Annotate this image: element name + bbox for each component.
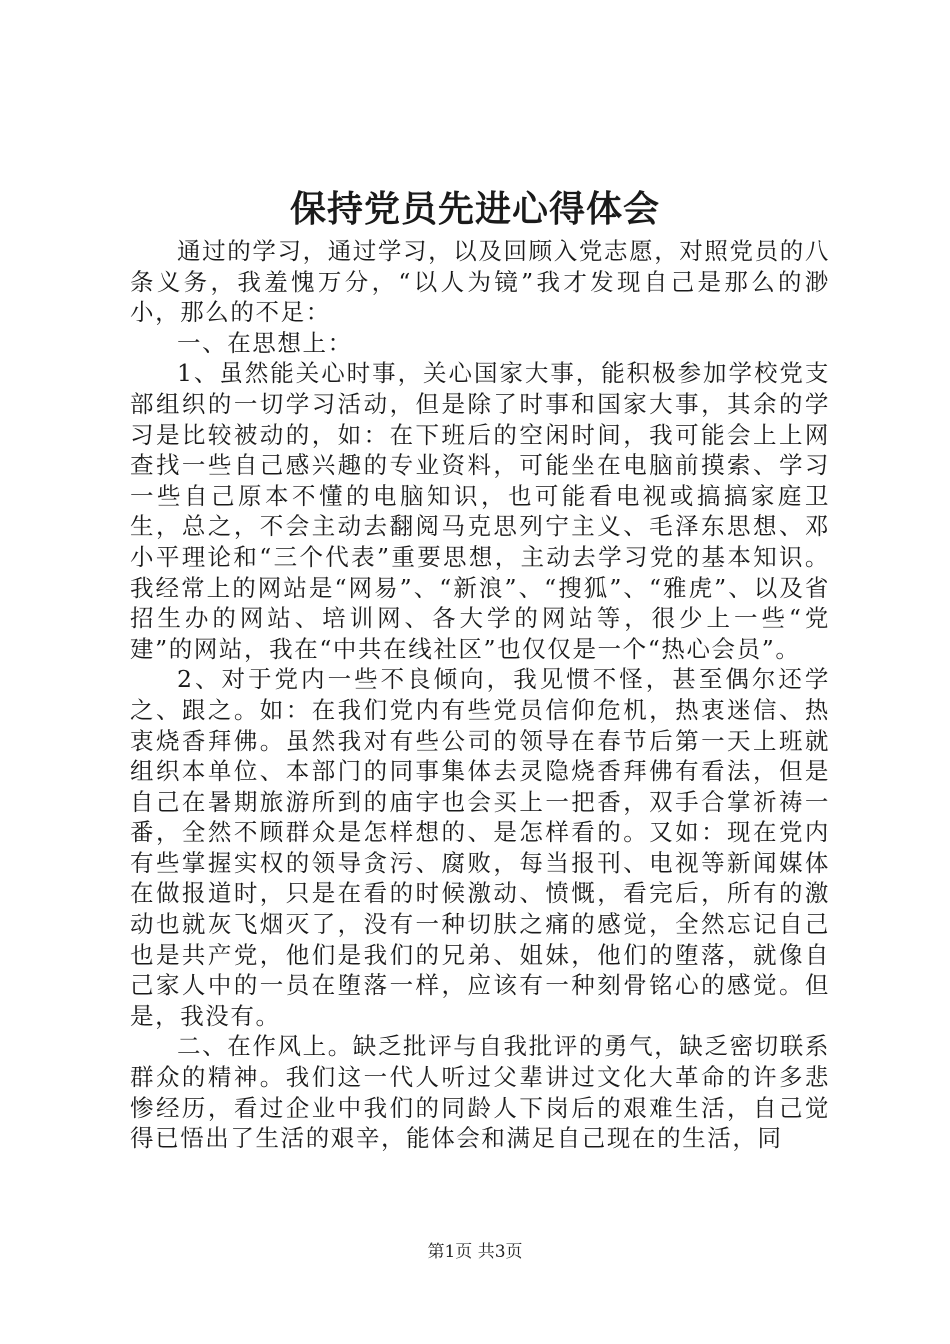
paragraph-point-2: 2、对于党内一些不良倾向，我见惯不怪，甚至偶尔还学之、跟之。如：在我们党内有些党员信仰危机，热衷迷信、热衷烧香拜佛。虽然我对有些公司的领导在春节后第一天上班就组织本单位、本部门的同事集体去灵隐烧香拜佛有看法，但是自己在暑期旅游所到的庙宇也会买上一把香，双手合掌祈祷一番，全然不顾群众是怎样想的、是怎样看的。又如：现在党内有些掌握实权的领导贪污、腐败，每当报刊、电视等新闻媒体在做报道时，只是在看的时候激动、愤慨，看完后，所有的激动也就灰飞烟灭了，没有一种切肤之痛的感觉，全然忘记自己也是共产党，他们是我们的兄弟、姐妹，他们的堕落，就像自己家人中的一员在堕落一样，应该有一种刻骨铭心的感觉。但是，我没有。 — [130, 665, 830, 1030]
paragraph-point-1: 1、虽然能关心时事，关心国家大事，能积极参加学校党支部组织的一切学习活动，但是除了时事和国家大事，其余的学习是比较被动的，如：在下班后的空闲时间，我可能会上上网查找一些自己感兴趣的专业资料，可能坐在电脑前摸索、学习一些自己原本不懂的电脑知识，也可能看电视或搞搞家庭卫生，总之，不会主动去翻阅马克思列宁主义、毛泽东思想、邓小平理论和“三个代表”重要思想，主动去学习党的基本知识。我经常上的网站是“网易”、“新浪”、“搜狐”、“雅虎”、以及省招生办的网站、培训网、各大学的网站等，很少上一些“党建”的网站，我在“中共在线社区”也仅仅是一个“热心会员”。 — [130, 359, 830, 663]
paragraph-heading-style: 二、在作风上。缺乏批评与自我批评的勇气，缺乏密切联系群众的精神。我们这一代人听过父辈讲过文化大革命的许多悲惨经历，看过企业中我们的同龄人下岗后的艰难生活，自己觉得已悟出了生活的艰辛，能体会和满足自己现在的生活，同 — [130, 1032, 830, 1153]
paragraph-heading-thought: 一、在思想上： — [177, 328, 353, 357]
document-body — [130, 236, 830, 1154]
paragraph-intro: 通过的学习，通过学习，以及回顾入党志愿，对照党员的八条义务，我羞愧万分，“以人为镜”我才发现自己是那么的渺小，那么的不足： — [130, 237, 830, 327]
page-footer: 第1页 共3页 — [427, 1242, 523, 1262]
document-title: 保持党员先进心得体会 — [289, 188, 660, 230]
